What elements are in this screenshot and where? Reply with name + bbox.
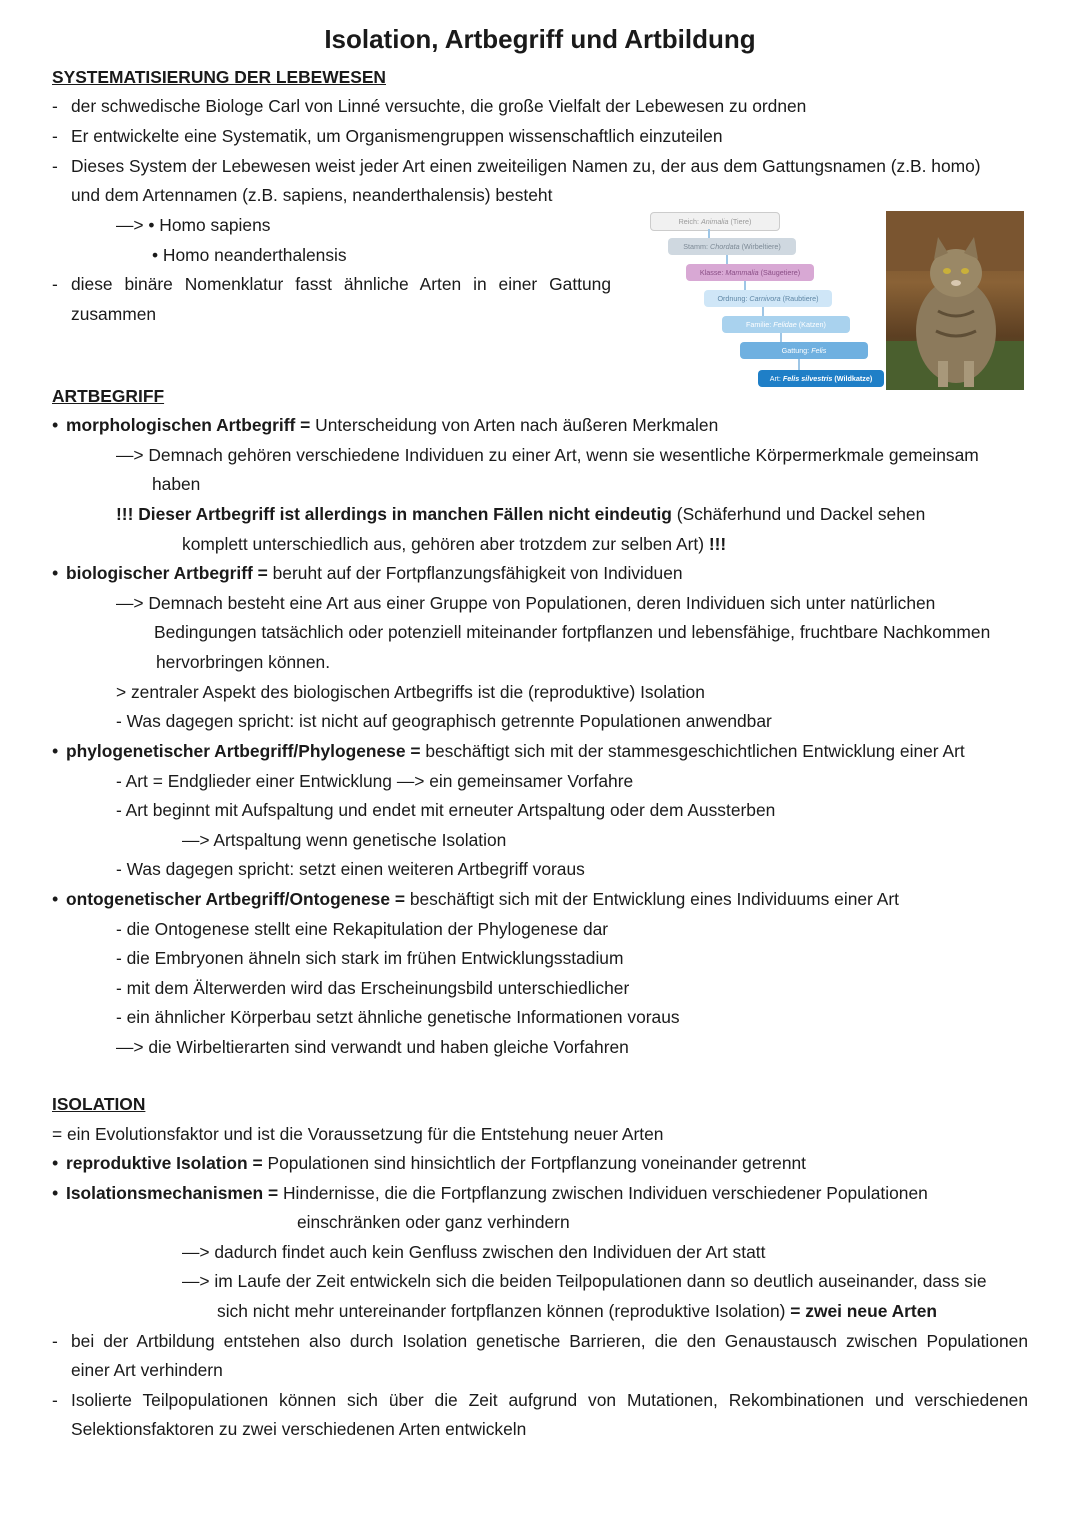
taxonomy-level	[704, 290, 832, 307]
wildcat-icon	[886, 211, 1024, 390]
morph-line-1a: —> Demnach gehören verschiedene Individuen zu einer Art, wenn sie wesentliche Körpermerkmale gemeinsam	[116, 445, 979, 465]
onto-line-3: - mit dem Älterwerden wird das Erscheinungsbild unterschiedlicher	[116, 978, 630, 998]
onto-line-1: - die Ontogenese stellt eine Rekapitulation der Phylogenese dar	[116, 919, 609, 939]
morph-line-1b: haben	[152, 474, 201, 494]
systematik-line-3b: und dem Artennamen (z.B. sapiens, neanderthalensis) besteht	[71, 185, 553, 205]
mech-line-1: —> dadurch findet auch kein Genfluss zwischen den Individuen der Art statt	[182, 1242, 766, 1262]
isolation-dash-2a: Isolierte Teilpopulationen können sich über die Zeit aufgrund von Mutationen, Rekombinationen und verschiedenen	[71, 1390, 1028, 1410]
mech-line-2b	[217, 1300, 937, 1322]
dash-marker: -	[52, 1390, 58, 1410]
rep-isolation-term: reproduktive Isolation =	[66, 1153, 263, 1173]
taxonomy-rank: Klasse:	[699, 268, 726, 277]
bullet-marker: •	[52, 741, 59, 761]
bio-bullet	[66, 562, 683, 584]
taxonomy-latin: Mammalia	[725, 268, 759, 277]
mech-line-2a: —> im Laufe der Zeit entwickeln sich die beiden Teilpopulationen dann so deutlich auseinander, dass sie	[182, 1271, 987, 1291]
dash-marker: -	[52, 1331, 58, 1351]
morph-warning-bold: !!! Dieser Artbegriff ist allerdings in manchen Fällen nicht eindeutig	[116, 504, 672, 524]
taxonomy-latin: Animalia	[700, 217, 729, 226]
taxonomy-latin: Carnivora	[749, 294, 781, 303]
mech-term: Isolationsmechanismen =	[66, 1183, 279, 1203]
phylo-line-3: —> Artspaltung wenn genetische Isolation	[182, 830, 507, 850]
section-heading-systematik: SYSTEMATISIERUNG DER LEBEWESEN	[52, 67, 386, 87]
onto-definition: beschäftigt sich mit der Entwicklung eines Individuums einer Art	[409, 889, 899, 909]
morph-warning-end: !!!	[708, 534, 727, 554]
taxonomy-latin: Felidae	[773, 320, 797, 329]
systematik-line-2: Er entwickelte eine Systematik, um Organismengruppen wissenschaftlich einzuteilen	[71, 126, 723, 146]
onto-line-4: - ein ähnlicher Körperbau setzt ähnliche genetische Informationen voraus	[116, 1007, 680, 1027]
onto-line-2: - die Embryonen ähneln sich stark im frühen Entwicklungsstadium	[116, 948, 624, 968]
taxonomy-diagram	[648, 210, 888, 392]
taxonomy-level	[722, 316, 850, 333]
taxonomy-rank: Ordnung:	[717, 294, 750, 303]
taxonomy-german: (Katzen)	[796, 320, 826, 329]
taxonomy-level	[650, 212, 780, 231]
onto-term: ontogenetischer Artbegriff/Ontogenese =	[66, 889, 405, 909]
rep-isolation-bullet	[66, 1152, 806, 1174]
systematik-line-4a: diese binäre Nomenklatur fasst ähnliche Arten in einer Gattung	[71, 274, 611, 294]
phylo-line-1: - Art = Endglieder einer Entwicklung —> ein gemeinsamer Vorfahre	[116, 771, 634, 791]
taxonomy-level	[686, 264, 814, 281]
mech-bullet	[66, 1182, 928, 1204]
taxonomy-german: (Wirbeltiere)	[739, 242, 781, 251]
taxonomy-connector	[762, 307, 764, 316]
taxonomy-latin: Felis	[811, 346, 827, 355]
phylo-bullet	[66, 740, 965, 762]
bio-line-1c: hervorbringen können.	[156, 652, 331, 672]
phylo-term: phylogenetischer Artbegriff/Phylogenese =	[66, 741, 421, 761]
taxonomy-rank: Gattung:	[781, 346, 812, 355]
systematik-line-4b: zusammen	[71, 304, 157, 324]
morph-warning-cont-text: komplett unterschiedlich aus, gehören aber trotzdem zur selben Art)	[182, 534, 704, 554]
mech-line-2b-text: sich nicht mehr untereinander fortpflanzen können (reproduktive Isolation)	[217, 1301, 786, 1321]
taxonomy-rank: Familie:	[746, 320, 774, 329]
section-heading-isolation: ISOLATION	[52, 1094, 146, 1114]
taxonomy-connector	[726, 255, 728, 264]
bio-definition: beruht auf der Fortpflanzungsfähigkeit von Individuen	[272, 563, 683, 583]
mech-definition-cont: einschränken oder ganz verhindern	[297, 1212, 570, 1232]
phylo-definition: beschäftigt sich mit der stammesgeschichtlichen Entwicklung einer Art	[425, 741, 965, 761]
taxonomy-rank: Stamm:	[683, 242, 711, 251]
taxonomy-german: (Raubtiere)	[780, 294, 819, 303]
bio-line-1a: —> Demnach besteht eine Art aus einer Gruppe von Populationen, deren Individuen sich unter natürlichen	[116, 593, 936, 613]
systematik-line-3a: Dieses System der Lebewesen weist jeder Art einen zweiteiligen Namen zu, der aus dem Gattungsnamen (z.B. homo)	[71, 156, 981, 176]
morph-definition: Unterscheidung von Arten nach äußeren Merkmalen	[315, 415, 719, 435]
example-homo-sapiens: —> • Homo sapiens	[116, 215, 271, 235]
bullet-marker: •	[52, 415, 59, 435]
mech-line-2b-bold: = zwei neue Arten	[790, 1301, 937, 1321]
bullet-marker: •	[52, 889, 59, 909]
taxonomy-rank: Reich:	[678, 217, 701, 226]
taxonomy-rank: Art:	[769, 374, 783, 383]
bullet-marker: •	[52, 1153, 59, 1173]
example-homo-neanderthalensis: • Homo neanderthalensis	[152, 245, 347, 265]
morph-bullet	[66, 414, 718, 436]
onto-bullet	[66, 888, 899, 910]
phylo-line-2: - Art beginnt mit Aufspaltung und endet mit erneuter Artspaltung oder dem Aussterben	[116, 800, 776, 820]
isolation-dash-1b: einer Art verhindern	[71, 1360, 223, 1380]
wildcat-photo	[886, 211, 1024, 390]
rep-isolation-definition: Populationen sind hinsichtlich der Fortpflanzung voneinander getrennt	[267, 1153, 806, 1173]
morph-warning	[116, 503, 925, 525]
dash-marker: -	[52, 126, 58, 146]
phylo-line-4: - Was dagegen spricht: setzt einen weiteren Artbegriff voraus	[116, 859, 585, 879]
taxonomy-connector	[798, 359, 800, 370]
taxonomy-german: (Wildkatze)	[832, 374, 873, 383]
mech-definition: Hindernisse, die die Fortpflanzung zwischen Individuen verschiedener Populationen	[283, 1183, 928, 1203]
section-heading-artbegriff: ARTBEGRIFF	[52, 386, 165, 406]
taxonomy-level	[758, 370, 884, 387]
isolation-definition: = ein Evolutionsfaktor und ist die Voraussetzung für die Entstehung neuer Arten	[52, 1124, 664, 1144]
taxonomy-level	[740, 342, 868, 359]
bio-line-1b: Bedingungen tatsächlich oder potenziell miteinander fortpflanzen und lebensfähige, fruchtbare Nachkommen	[154, 622, 991, 642]
taxonomy-german: (Säugetiere)	[758, 268, 801, 277]
bio-line-2: > zentraler Aspekt des biologischen Artbegriffs ist die (reproduktive) Isolation	[116, 682, 705, 702]
onto-line-5: —> die Wirbeltierarten sind verwandt und haben gleiche Vorfahren	[116, 1037, 629, 1057]
taxonomy-german: (Tiere)	[728, 217, 752, 226]
morph-warning-rest: (Schäferhund und Dackel sehen	[676, 504, 926, 524]
taxonomy-latin: Chordata	[710, 242, 740, 251]
page-title: Isolation, Artbegriff und Artbildung	[324, 24, 756, 54]
taxonomy-connector	[708, 229, 710, 238]
taxonomy-latin: Felis silvestris	[782, 374, 833, 383]
taxonomy-connector	[780, 333, 782, 342]
dash-marker: -	[52, 156, 58, 176]
dash-marker: -	[52, 274, 58, 294]
taxonomy-level	[668, 238, 796, 255]
dash-marker: -	[52, 96, 58, 116]
bio-line-3: - Was dagegen spricht: ist nicht auf geographisch getrennte Populationen anwendbar	[116, 711, 772, 731]
bullet-marker: •	[52, 563, 59, 583]
bio-term: biologischer Artbegriff =	[66, 563, 268, 583]
bullet-marker: •	[52, 1183, 59, 1203]
taxonomy-connector	[744, 281, 746, 290]
morph-term: morphologischen Artbegriff =	[66, 415, 311, 435]
systematik-line-1: der schwedische Biologe Carl von Linné versuchte, die große Vielfalt der Lebewesen zu ordnen	[71, 96, 807, 116]
isolation-dash-2b: Selektionsfaktoren zu zwei verschiedenen Arten entwickeln	[71, 1419, 527, 1439]
isolation-dash-1a: bei der Artbildung entstehen also durch Isolation genetische Barrieren, die den Genaustausch zwischen Populationen	[71, 1331, 1028, 1351]
morph-warning-cont	[182, 533, 726, 555]
